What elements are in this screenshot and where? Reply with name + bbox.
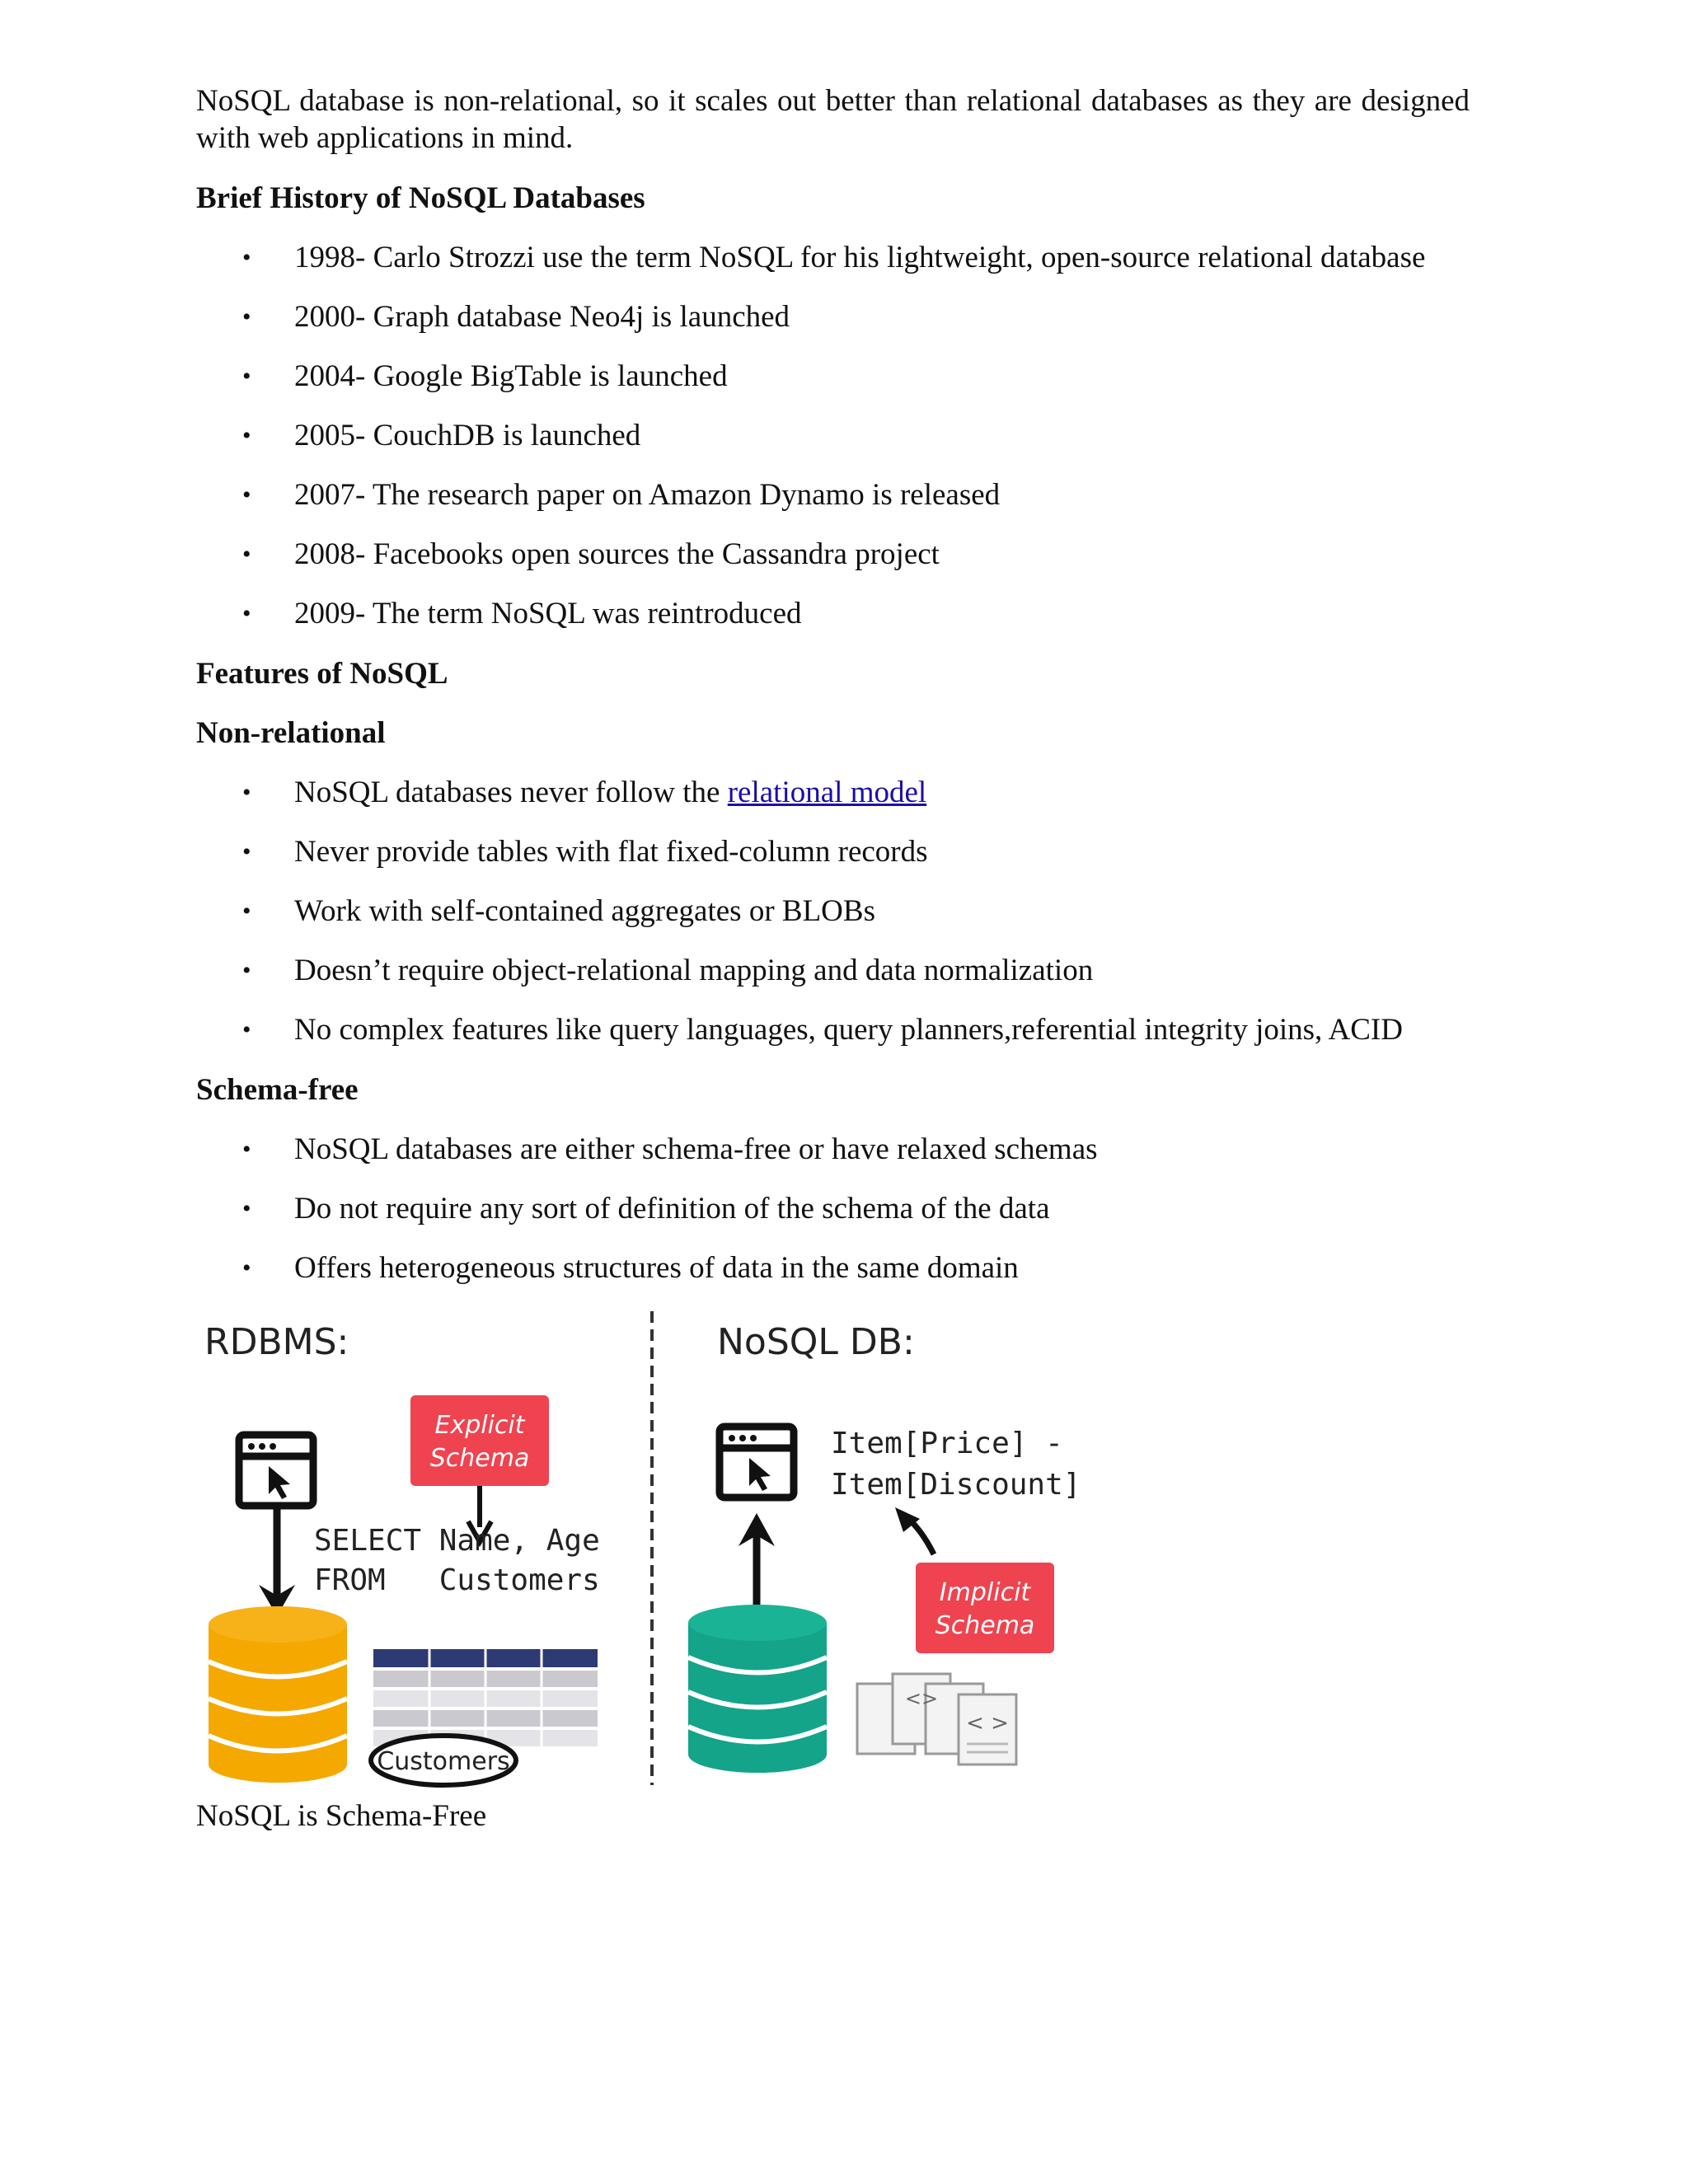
figure-illustration — [196, 1311, 1103, 1789]
list-item-text: 2005- CouchDB is launched — [294, 419, 641, 452]
list-item — [196, 239, 1470, 276]
list-item-text: 2007- The research paper on Amazon Dynamo is released — [294, 478, 1001, 512]
implicit-schema-line2: Schema — [935, 1611, 1035, 1640]
bullet-icon: • — [242, 303, 251, 330]
implicit-schema-line1: Implicit — [939, 1578, 1031, 1607]
bullet-icon: • — [242, 957, 251, 984]
rdbms-vs-nosql-figure — [196, 1311, 1103, 1789]
list-item — [196, 893, 1470, 930]
figure-caption: NoSQL is Schema-Free — [196, 1799, 487, 1833]
bullet-icon: • — [242, 779, 251, 806]
bullet-icon: • — [242, 600, 251, 627]
browser-window-icon — [239, 1435, 313, 1506]
bullet-icon: • — [242, 1254, 251, 1282]
list-item-text: Doesn’t require object-relational mapping and data normalization — [294, 954, 1094, 987]
bullet-icon: • — [242, 1136, 251, 1163]
nosql-database-icon — [688, 1605, 827, 1773]
list-item — [196, 1011, 1470, 1048]
explicit-schema-badge — [410, 1395, 549, 1486]
sql-line1: SELECT Name, Age — [314, 1524, 600, 1558]
customers-label: Customers — [377, 1747, 510, 1776]
list-item-text: Never provide tables with flat fixed-column records — [294, 835, 928, 869]
bullet-icon: • — [242, 1016, 251, 1043]
explicit-schema-line1: Explicit — [434, 1411, 525, 1440]
rdbms-label: RDBMS: — [204, 1321, 349, 1363]
relational-model-link[interactable]: relational model — [727, 776, 927, 809]
item-line2: Item[Discount] — [831, 1468, 1081, 1502]
bullet-icon: • — [242, 363, 251, 390]
nosql-label: NoSQL DB: — [717, 1321, 915, 1363]
document-stack-icon — [857, 1674, 1016, 1765]
schemafree-list — [196, 1131, 1470, 1286]
list-item-text: Do not require any sort of definition of the schema of the data — [294, 1192, 1050, 1226]
browser-window-icon — [720, 1427, 794, 1497]
list-item-text: 2004- Google BigTable is launched — [294, 359, 728, 393]
history-list — [196, 239, 1470, 632]
customers-table-icon — [373, 1649, 598, 1746]
list-item-text: NoSQL databases never follow the — [294, 776, 728, 809]
explicit-schema-line2: Schema — [429, 1444, 530, 1473]
svg-text:< >: < > — [966, 1711, 1009, 1736]
bullet-icon: • — [242, 838, 251, 865]
item-line1: Item[Price] - — [831, 1427, 1063, 1460]
list-item-text: 1998- Carlo Strozzi use the term NoSQL for his lightweight, open-source relational database — [294, 241, 1426, 274]
bullet-icon: • — [242, 244, 251, 271]
list-item — [196, 595, 1470, 632]
intro-paragraph: NoSQL database is non-relational, so it scales out better than relational databases as they are designed with web applications in mind. — [196, 84, 1470, 155]
bullet-icon: • — [242, 541, 251, 568]
nonrelational-list — [196, 774, 1470, 1048]
nonrelational-heading: Non-relational — [196, 716, 386, 750]
list-item — [196, 358, 1470, 395]
bullet-icon: • — [242, 1195, 251, 1222]
rdbms-database-icon — [209, 1606, 347, 1783]
bullet-icon: • — [242, 898, 251, 925]
list-item-text: No complex features like query languages, query planners,referential integrity joins, ACID — [294, 1013, 1403, 1047]
list-item-text: Work with self-contained aggregates or BLOBs — [294, 894, 875, 928]
list-item — [196, 536, 1470, 573]
list-item-text: 2000- Graph database Neo4j is launched — [294, 300, 790, 334]
bullet-icon: • — [242, 481, 251, 509]
features-heading: Features of NoSQL — [196, 657, 448, 691]
list-item — [196, 774, 1470, 811]
svg-text:<>: <> — [904, 1687, 939, 1710]
document-page — [196, 82, 1470, 1835]
list-item — [196, 1131, 1470, 1168]
list-item — [196, 833, 1470, 870]
list-item — [196, 417, 1470, 454]
list-item-text: NoSQL databases are either schema-free or have relaxed schemas — [294, 1132, 1098, 1166]
implicit-schema-badge — [916, 1563, 1054, 1653]
history-heading: Brief History of NoSQL Databases — [196, 181, 645, 215]
sql-line2: FROM Customers — [314, 1563, 600, 1597]
list-item-text: Offers heterogeneous structures of data in the same domain — [294, 1251, 1019, 1285]
list-item — [196, 952, 1470, 989]
list-item-text: 2008- Facebooks open sources the Cassandra project — [294, 537, 940, 571]
list-item — [196, 476, 1470, 513]
schemafree-heading: Schema-free — [196, 1073, 359, 1107]
list-item-text: 2009- The term NoSQL was reintroduced — [294, 597, 802, 630]
list-item — [196, 1249, 1470, 1286]
bullet-icon: • — [242, 422, 251, 449]
list-item — [196, 298, 1470, 335]
list-item — [196, 1190, 1470, 1227]
